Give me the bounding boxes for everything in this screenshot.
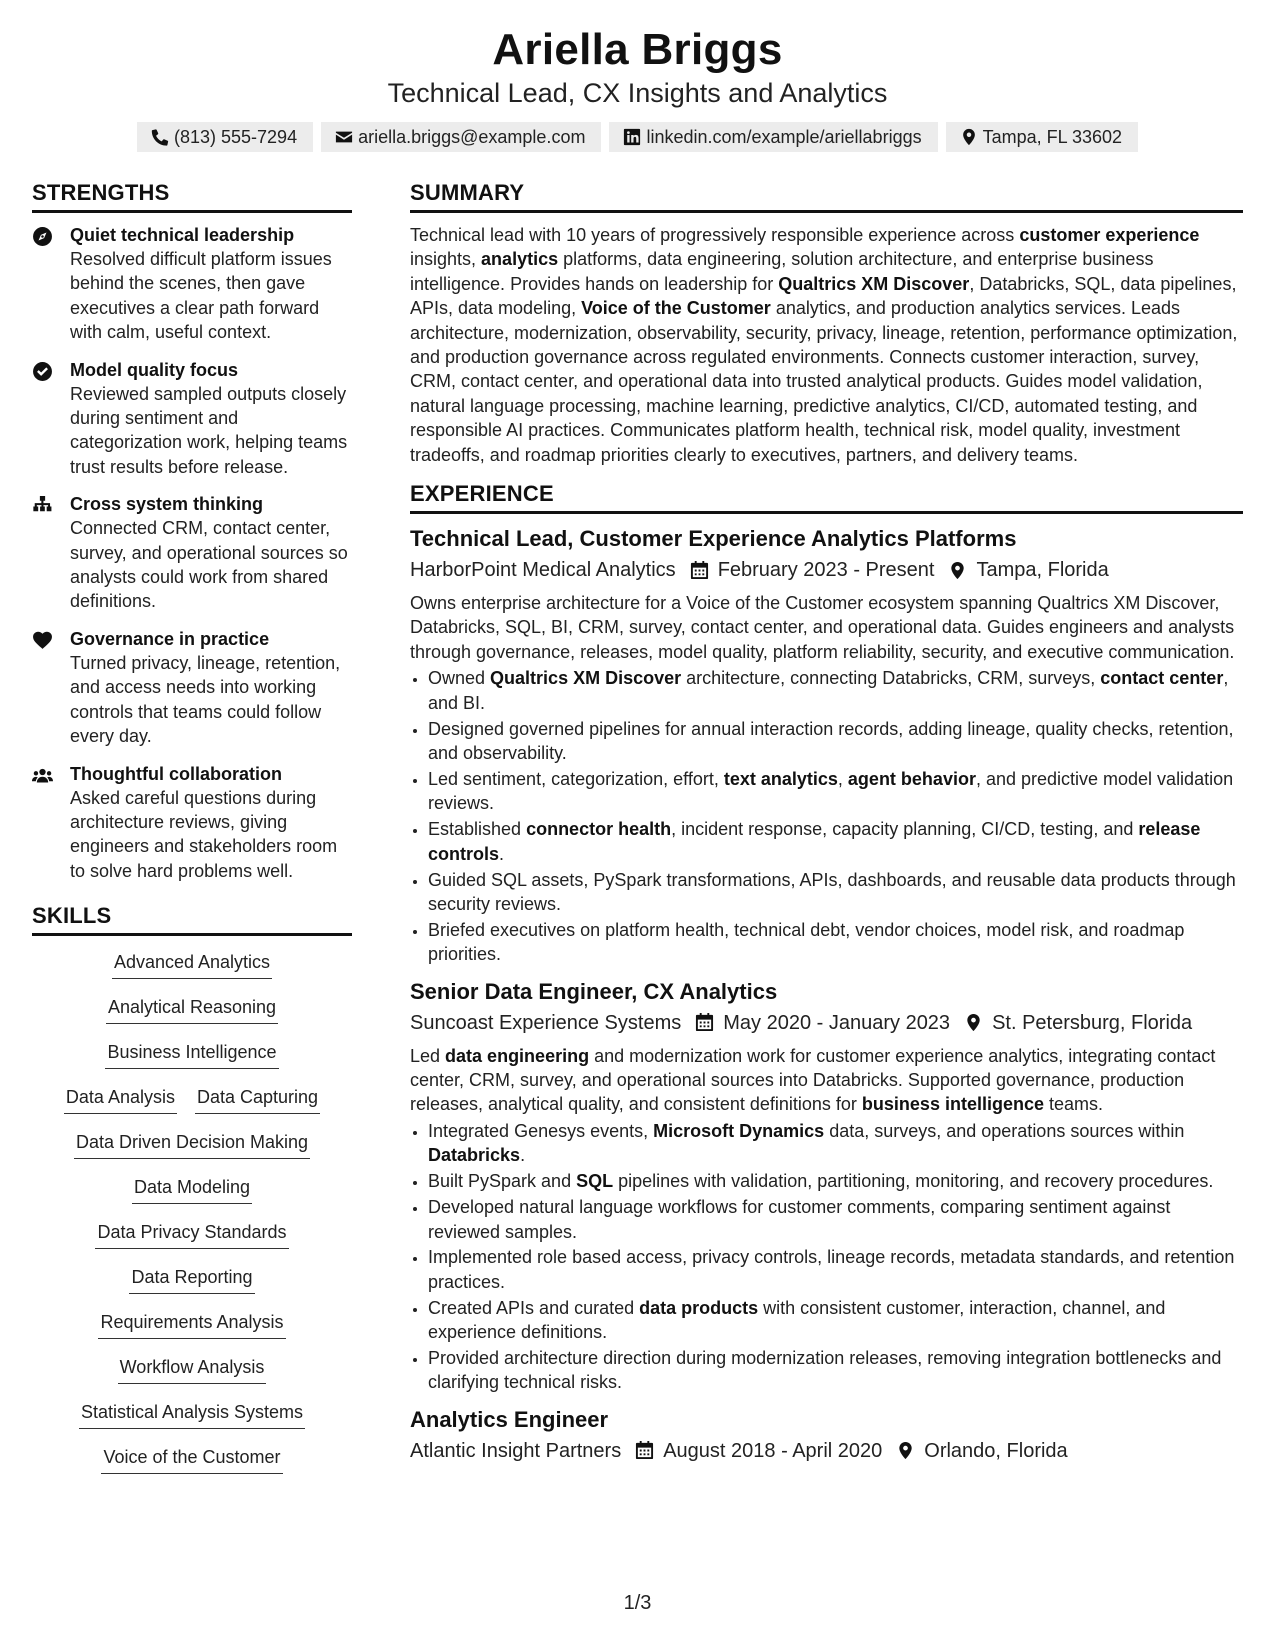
text-span: Built PySpark and [428, 1171, 577, 1192]
job-meta [410, 1008, 1243, 1038]
skills-heading: SKILLS [32, 901, 352, 936]
strength-icon-wrap [32, 358, 70, 480]
skill-tag: Analytical Reasoning [106, 995, 278, 1024]
job-description [410, 1044, 1243, 1117]
skill-tag: Workflow Analysis [118, 1355, 267, 1384]
bullet-item [428, 1119, 1243, 1168]
skill-row [95, 1220, 288, 1265]
job-location: Tampa, Florida [976, 559, 1109, 582]
text-span: Developed natural language workflows for customer comments, comparing sentiment against reviewed samples. [428, 1197, 1171, 1242]
left-column [32, 178, 352, 1490]
skill-tag: Data Reporting [129, 1265, 254, 1294]
text-span: with consistent customer, interaction, channel, and experience definitions. [428, 1297, 1166, 1343]
bold-text: release controls [428, 819, 1201, 864]
skill-tag: Data Privacy Standards [95, 1220, 288, 1249]
text-span: Owned [428, 668, 491, 689]
summary-heading: SUMMARY [410, 178, 1243, 213]
bullet-item [428, 1296, 1243, 1345]
text-span: , incident response, capacity planning, CI/CD, testing, and [671, 819, 1139, 840]
text-span: . [499, 843, 505, 864]
experience-heading: EXPERIENCE [410, 479, 1243, 514]
bold-text: text analytics [723, 768, 838, 789]
strength-description: Resolved difficult platform issues behind the scenes, then gave executives a clear path forward with calm, useful context. [70, 249, 332, 343]
bullet-item [428, 1346, 1243, 1395]
text-span: analytics, and production analytics services. Leads architecture, modernization, observability, security, privacy, lineage, retention, performance optimization, and production governance across regulated environments. Connects customer interaction, survey, CRM, contact center, and operational data into trusted analytical products. Guides model validation, natural language processing, machine learning, predictive analytics, CI/CD, automated testing, and responsible AI practices. Communicates platform health, technical risk, model quality, investment tradeoffs, and roadmap priorities clearly to executives, partners, and delivery teams. [410, 298, 1238, 465]
bold-text: Microsoft Dynamics [653, 1120, 825, 1141]
skill-row [118, 1355, 267, 1400]
strength-icon-wrap [32, 223, 70, 345]
text-span: Created APIs and curated [428, 1297, 640, 1318]
skill-row [112, 950, 272, 995]
bullet-item [428, 817, 1243, 866]
location-text: Tampa, FL 33602 [982, 127, 1123, 147]
contact-location [946, 122, 1138, 152]
strength-item [32, 627, 352, 749]
strength-icon-wrap [32, 492, 70, 614]
text-span: Provided architecture direction during modernization releases, removing integration bottlenecks and clarifying technical risks. [428, 1348, 1222, 1393]
bold-text: Qualtrics XM Discover [778, 273, 970, 294]
skill-tag: Data Analysis [64, 1085, 177, 1114]
strength-body [70, 358, 352, 480]
bold-text: agent behavior [847, 768, 976, 789]
text-span: . [520, 1145, 526, 1166]
page-number: 1/3 [623, 1592, 652, 1614]
compass-icon [32, 226, 53, 247]
users-icon [32, 765, 53, 786]
bullet-item [428, 1169, 1243, 1193]
contact-bar [0, 122, 1275, 152]
strength-body [70, 627, 352, 749]
map-pin-icon [960, 128, 978, 146]
skill-row [79, 1400, 305, 1445]
phone-text: (813) 555-7294 [173, 127, 298, 147]
job-entry [410, 977, 1243, 1395]
bold-text: business intelligence [861, 1094, 1044, 1115]
skill-row [101, 1445, 282, 1490]
job-bullets [410, 666, 1243, 966]
skill-row [105, 1040, 278, 1085]
skill-tag: Business Intelligence [105, 1040, 278, 1069]
email-text: ariella.briggs@example.com [358, 127, 586, 147]
skill-tag: Requirements Analysis [98, 1310, 285, 1339]
bullet-item [428, 717, 1243, 766]
bold-text: Databricks [428, 1145, 521, 1166]
job-company: Suncoast Experience Systems [410, 1011, 682, 1034]
skill-tag: Advanced Analytics [112, 950, 272, 979]
sitemap-icon [32, 495, 53, 516]
candidate-name: Ariella Briggs [492, 25, 783, 74]
strength-item [32, 492, 352, 614]
text-span: pipelines with validation, partitioning, monitoring, and recovery procedures. [613, 1171, 1214, 1192]
text-span: Established [428, 819, 527, 840]
skill-row [106, 995, 278, 1040]
skill-row [64, 1085, 320, 1130]
strength-icon-wrap [32, 627, 70, 749]
text-span: Technical lead with 10 years of progressively responsible experience across [410, 225, 1020, 245]
linkedin-icon [623, 128, 641, 146]
text-span: Implemented role based access, privacy controls, lineage records, metadata standards, and retention practices. [428, 1247, 1235, 1292]
bullet-item [428, 767, 1243, 816]
bold-text: SQL [576, 1171, 614, 1192]
job-description [410, 591, 1243, 664]
calendar-icon [635, 1441, 654, 1460]
text-span: Owns enterprise architecture for a Voice of the Customer ecosystem spanning Qualtrics XM Discover, Databricks, SQL, BI, CRM, survey, contact center, and operational data. Guides engineers and analysts through governance, releases, model quality, platform reliability, security, and executive communication. [410, 593, 1235, 662]
contact-email[interactable] [321, 122, 601, 152]
text-span: Led [410, 1045, 446, 1066]
skill-tag: Data Driven Decision Making [74, 1130, 310, 1159]
strength-title: Cross system thinking [70, 494, 264, 515]
strength-icon-wrap [32, 762, 70, 884]
phone-icon [151, 128, 169, 146]
map-pin-icon [896, 1441, 915, 1460]
text-span: , [837, 768, 848, 789]
skills-list [32, 950, 352, 1490]
skill-tag: Voice of the Customer [101, 1445, 282, 1474]
strength-title: Quiet technical leadership [70, 225, 295, 245]
text-span: Designed governed pipelines for annual interaction records, adding lineage, quality checks, retention, and observability. [428, 718, 1234, 763]
job-entry [410, 1405, 1243, 1466]
job-title: Senior Data Engineer, CX Analytics [410, 978, 778, 1004]
bold-text: analytics [481, 249, 559, 270]
job-dates: August 2018 - April 2020 [663, 1439, 883, 1462]
text-span: Integrated Genesys events, [428, 1120, 654, 1141]
strengths-list [32, 223, 352, 883]
strength-body [70, 762, 352, 884]
text-span: data, surveys, and operations sources within [824, 1120, 1185, 1141]
calendar-icon [690, 561, 709, 580]
bold-text: customer experience [1019, 225, 1200, 245]
bullet-item [428, 1245, 1243, 1294]
text-span: Led sentiment, categorization, effort, [428, 768, 724, 789]
envelope-icon [335, 128, 353, 146]
job-title: Technical Lead, Customer Experience Analytics Platforms [410, 526, 1017, 552]
job-dates: May 2020 - January 2023 [723, 1011, 951, 1034]
text-span: Guided SQL assets, PySpark transformations, APIs, dashboards, and reusable data products through security reviews. [428, 869, 1236, 914]
resume-header [0, 0, 1275, 152]
strength-title: Thoughtful collaboration [70, 763, 282, 784]
job-entry [410, 524, 1243, 967]
text-span: insights, [410, 249, 482, 270]
bullet-item [428, 918, 1243, 967]
bold-text: data products [639, 1297, 759, 1318]
contact-phone [137, 122, 313, 152]
job-location: St. Petersburg, Florida [992, 1011, 1193, 1034]
text-span: , Databricks, SQL, data pipelines, APIs, data modeling, [410, 273, 1237, 319]
bullet-item [428, 1195, 1243, 1244]
strength-title: Governance in practice [70, 628, 270, 649]
strength-title: Model quality focus [70, 359, 239, 380]
skill-row [132, 1175, 252, 1220]
strength-body [70, 492, 352, 614]
strength-item [32, 358, 352, 480]
text-span: teams. [1043, 1094, 1104, 1115]
text-span: Briefed executives on platform health, technical debt, vendor choices, model risk, and roadmap priorities. [428, 919, 1185, 965]
bold-text: Voice of the Customer [581, 298, 771, 319]
job-bullets [410, 1119, 1243, 1395]
strength-description: Connected CRM, contact center, survey, and operational sources so analysts could work from shared definitions. [70, 518, 348, 612]
strength-description: Asked careful questions during architecture reviews, giving engineers and stakeholders room to solve hard problems well. [70, 787, 338, 881]
strength-item [32, 762, 352, 884]
bullet-item [428, 868, 1243, 917]
text-span: , and BI. [428, 668, 1229, 713]
skill-row [74, 1130, 310, 1175]
calendar-icon [695, 1013, 714, 1032]
bold-text: data engineering [445, 1045, 590, 1066]
jobs-list [410, 524, 1243, 1466]
summary-text [410, 223, 1243, 467]
right-column [410, 178, 1243, 1466]
text-span: platforms, data engineering, solution architecture, and enterprise business intelligence. Provides hands on leadership for [410, 249, 1154, 294]
job-company: HarborPoint Medical Analytics [410, 559, 676, 582]
bullet-item [428, 666, 1243, 715]
text-span: , and predictive model validation reviews. [428, 768, 1234, 814]
bold-text: connector health [526, 819, 672, 840]
skill-tag: Data Capturing [195, 1085, 320, 1114]
bold-text: Qualtrics XM Discover [490, 668, 682, 689]
strength-body [70, 223, 352, 345]
strength-description: Reviewed sampled outputs closely during sentiment and categorization work, helping teams trust results before release. [70, 383, 348, 477]
job-location: Orlando, Florida [924, 1439, 1068, 1462]
job-title: Analytics Engineer [410, 1406, 609, 1432]
strength-item [32, 223, 352, 345]
strength-description: Turned privacy, lineage, retention, and access needs into working controls that teams could follow every day. [70, 652, 341, 747]
text-span: and modernization work for customer experience analytics, integrating contact center, CRM, survey, and operational sources into Databricks. Supported governance, production releases, analytical quality, and consistent definitions for [410, 1045, 1216, 1115]
candidate-title: Technical Lead, CX Insights and Analytics [387, 78, 888, 108]
map-pin-icon [964, 1013, 983, 1032]
map-pin-icon [948, 561, 967, 580]
job-dates: February 2023 - Present [717, 559, 935, 582]
skill-tag: Statistical Analysis Systems [79, 1400, 305, 1429]
text-span: architecture, connecting Databricks, CRM, surveys, [681, 668, 1101, 689]
skill-row [98, 1310, 285, 1355]
contact-linkedin[interactable] [609, 122, 937, 152]
job-meta [410, 555, 1243, 585]
strengths-heading: STRENGTHS [32, 178, 352, 213]
skill-tag: Data Modeling [132, 1175, 252, 1204]
bold-text: contact center [1100, 668, 1224, 689]
heart-icon [32, 630, 53, 651]
job-company: Atlantic Insight Partners [410, 1439, 622, 1462]
job-meta [410, 1436, 1243, 1466]
skill-row [129, 1265, 254, 1310]
check-circle-icon [32, 361, 53, 382]
linkedin-text: linkedin.com/example/ariellabriggs [646, 127, 922, 147]
